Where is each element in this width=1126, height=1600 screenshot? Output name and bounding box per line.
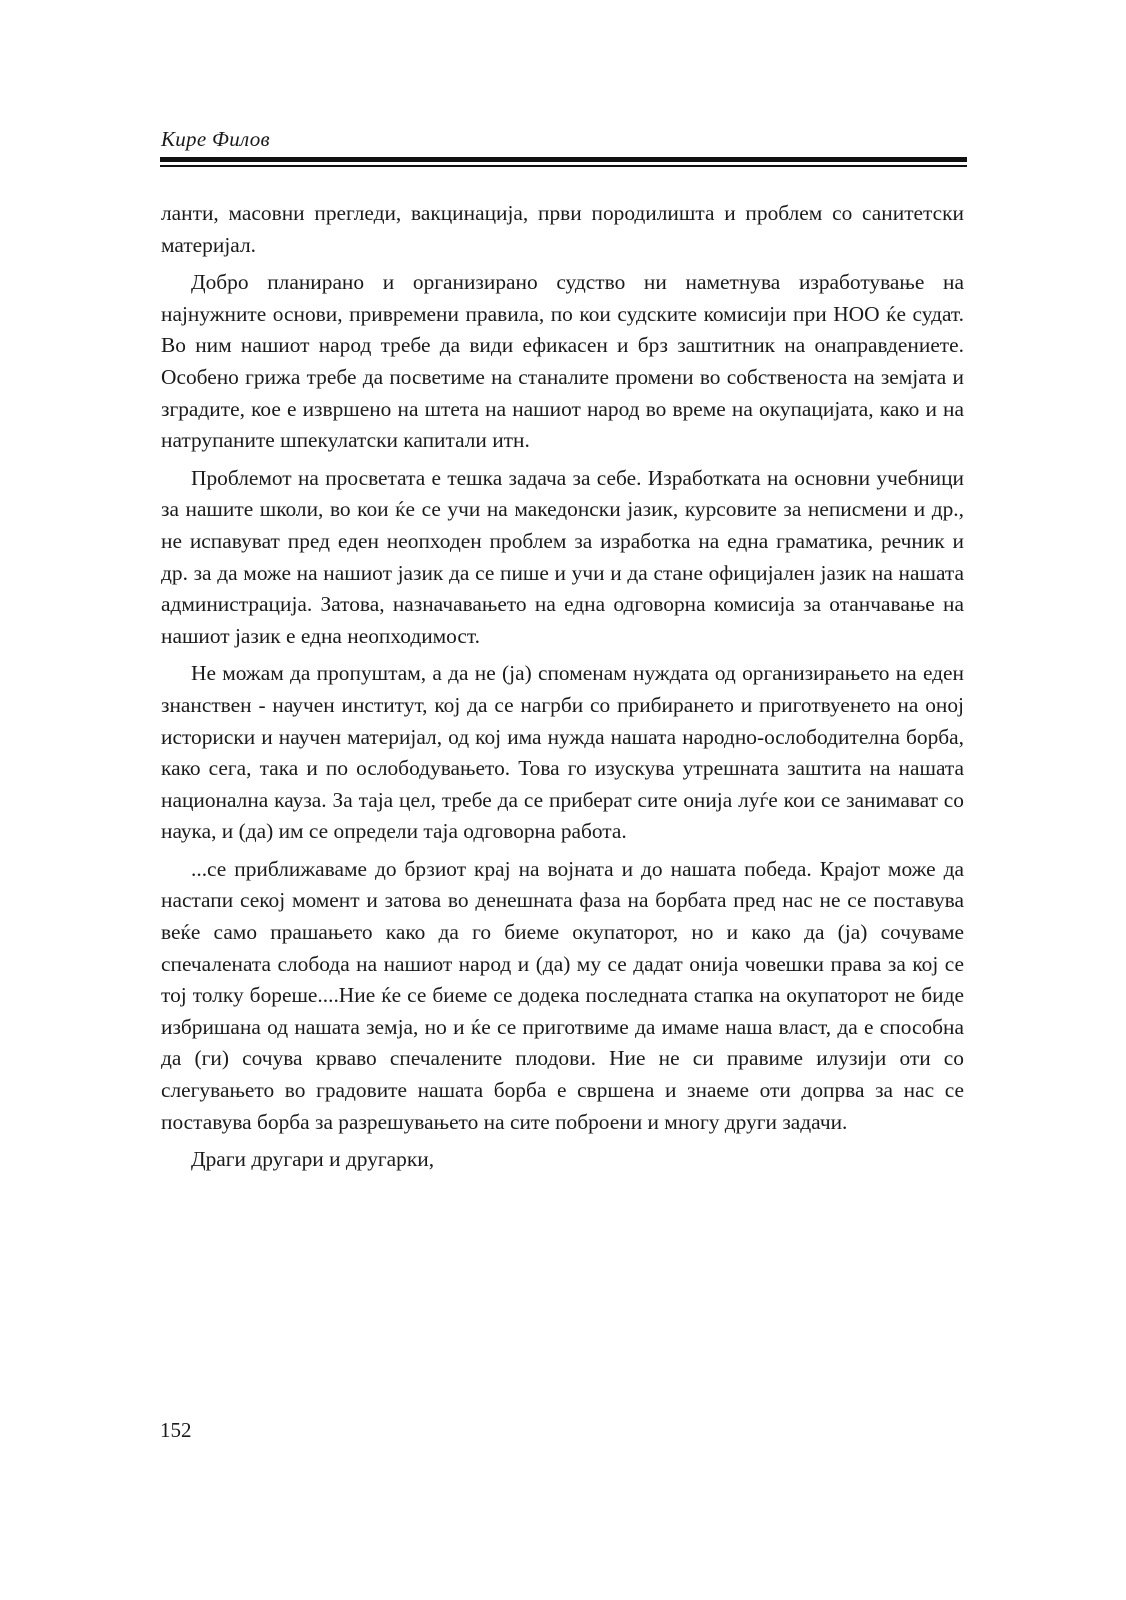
paragraph-5: ...се приближаваме до брзиот крај на војната и до нашата победа. Крајот може да настапи секој момент и затова во денешната фаза на борбата пред нас не се поставува веќе само прашањето како да го биеме окупаторот, но и како да (ја) сочуваме спечалената слобода на нашиот народ и (да) му се дадат онија човешки права за кој се тој толку бореше....Ние ќе се биеме се додека последната стапка на окупаторот не биде избришана од нашата земја, но и ќе се приготвиме да имаме наша власт, да е способна да (ги) сочува крваво спечалените плодови. Ние не си правиме илузији оти со слегувањето во градовите нашата борба е свршена и знаеме оти допрва за нас се поставува борба за разрешувањето на сите поброени и многу други задачи. [161,856,964,1134]
paragraph-1: ланти, масовни прегледи, вакцинација, први породилишта и проблем со санитетски материјал. [161,201,964,257]
header-rule-thin [160,165,967,167]
running-header-author: Кире Филов [161,127,270,151]
page-number: 152 [160,1418,192,1442]
paragraph-6: Драги другари и другарки, [191,1147,435,1172]
paragraph-3: Проблемот на просветата е тешка задача за себе. Изработката на основни учебници за нашите школи, во кои ќе се учи на македонски јазик, курсовите за неписмени и др., не испавуват пред еден неопходен проблем за изработка на една граматика, речник и др. за да може на нашиот јазик да се пише и учи и да стане официјален јазик на нашата администрација. Затова, назначавањето на една одговорна комисија за отанчавање на нашиот јазик е една неопходимост. [161,465,964,648]
header-rule-thick [160,157,967,162]
body-text [161,198,964,1182]
paragraph-2: Добро планирано и организирано судство ни наметнува изработување на најнужните основи, привремени правила, по кои судските комисији при НОО ќе судат. Во ним нашиот народ требе да види ефикасен и брз заштитник на онаправдениете. Особено грижа требе да посветиме на станалите промени во собственоста на земјата и зградите, кое е извршено на штета на нашиот народ во време на окупацијата, како и на натрупаните шпекулатски капитали итн. [161,270,964,453]
paragraph-4: Не можам да пропуштам, а да не (ја) споменам нуждата од организирањето на еден знанствен - научен институт, кој да се нагрби со прибирането и приготвуенето на оној историски и научен материјал, од кој има нужда нашата народно-ослободителна борба, како сега, така и по ослободувањето. Това го изускува утрешната заштита на нашата национална кауза. За таја цел, требе да се приберат сите онија луѓе кои се занимават со наука, и (да) им се определи таја одговорна работа. [161,661,964,844]
